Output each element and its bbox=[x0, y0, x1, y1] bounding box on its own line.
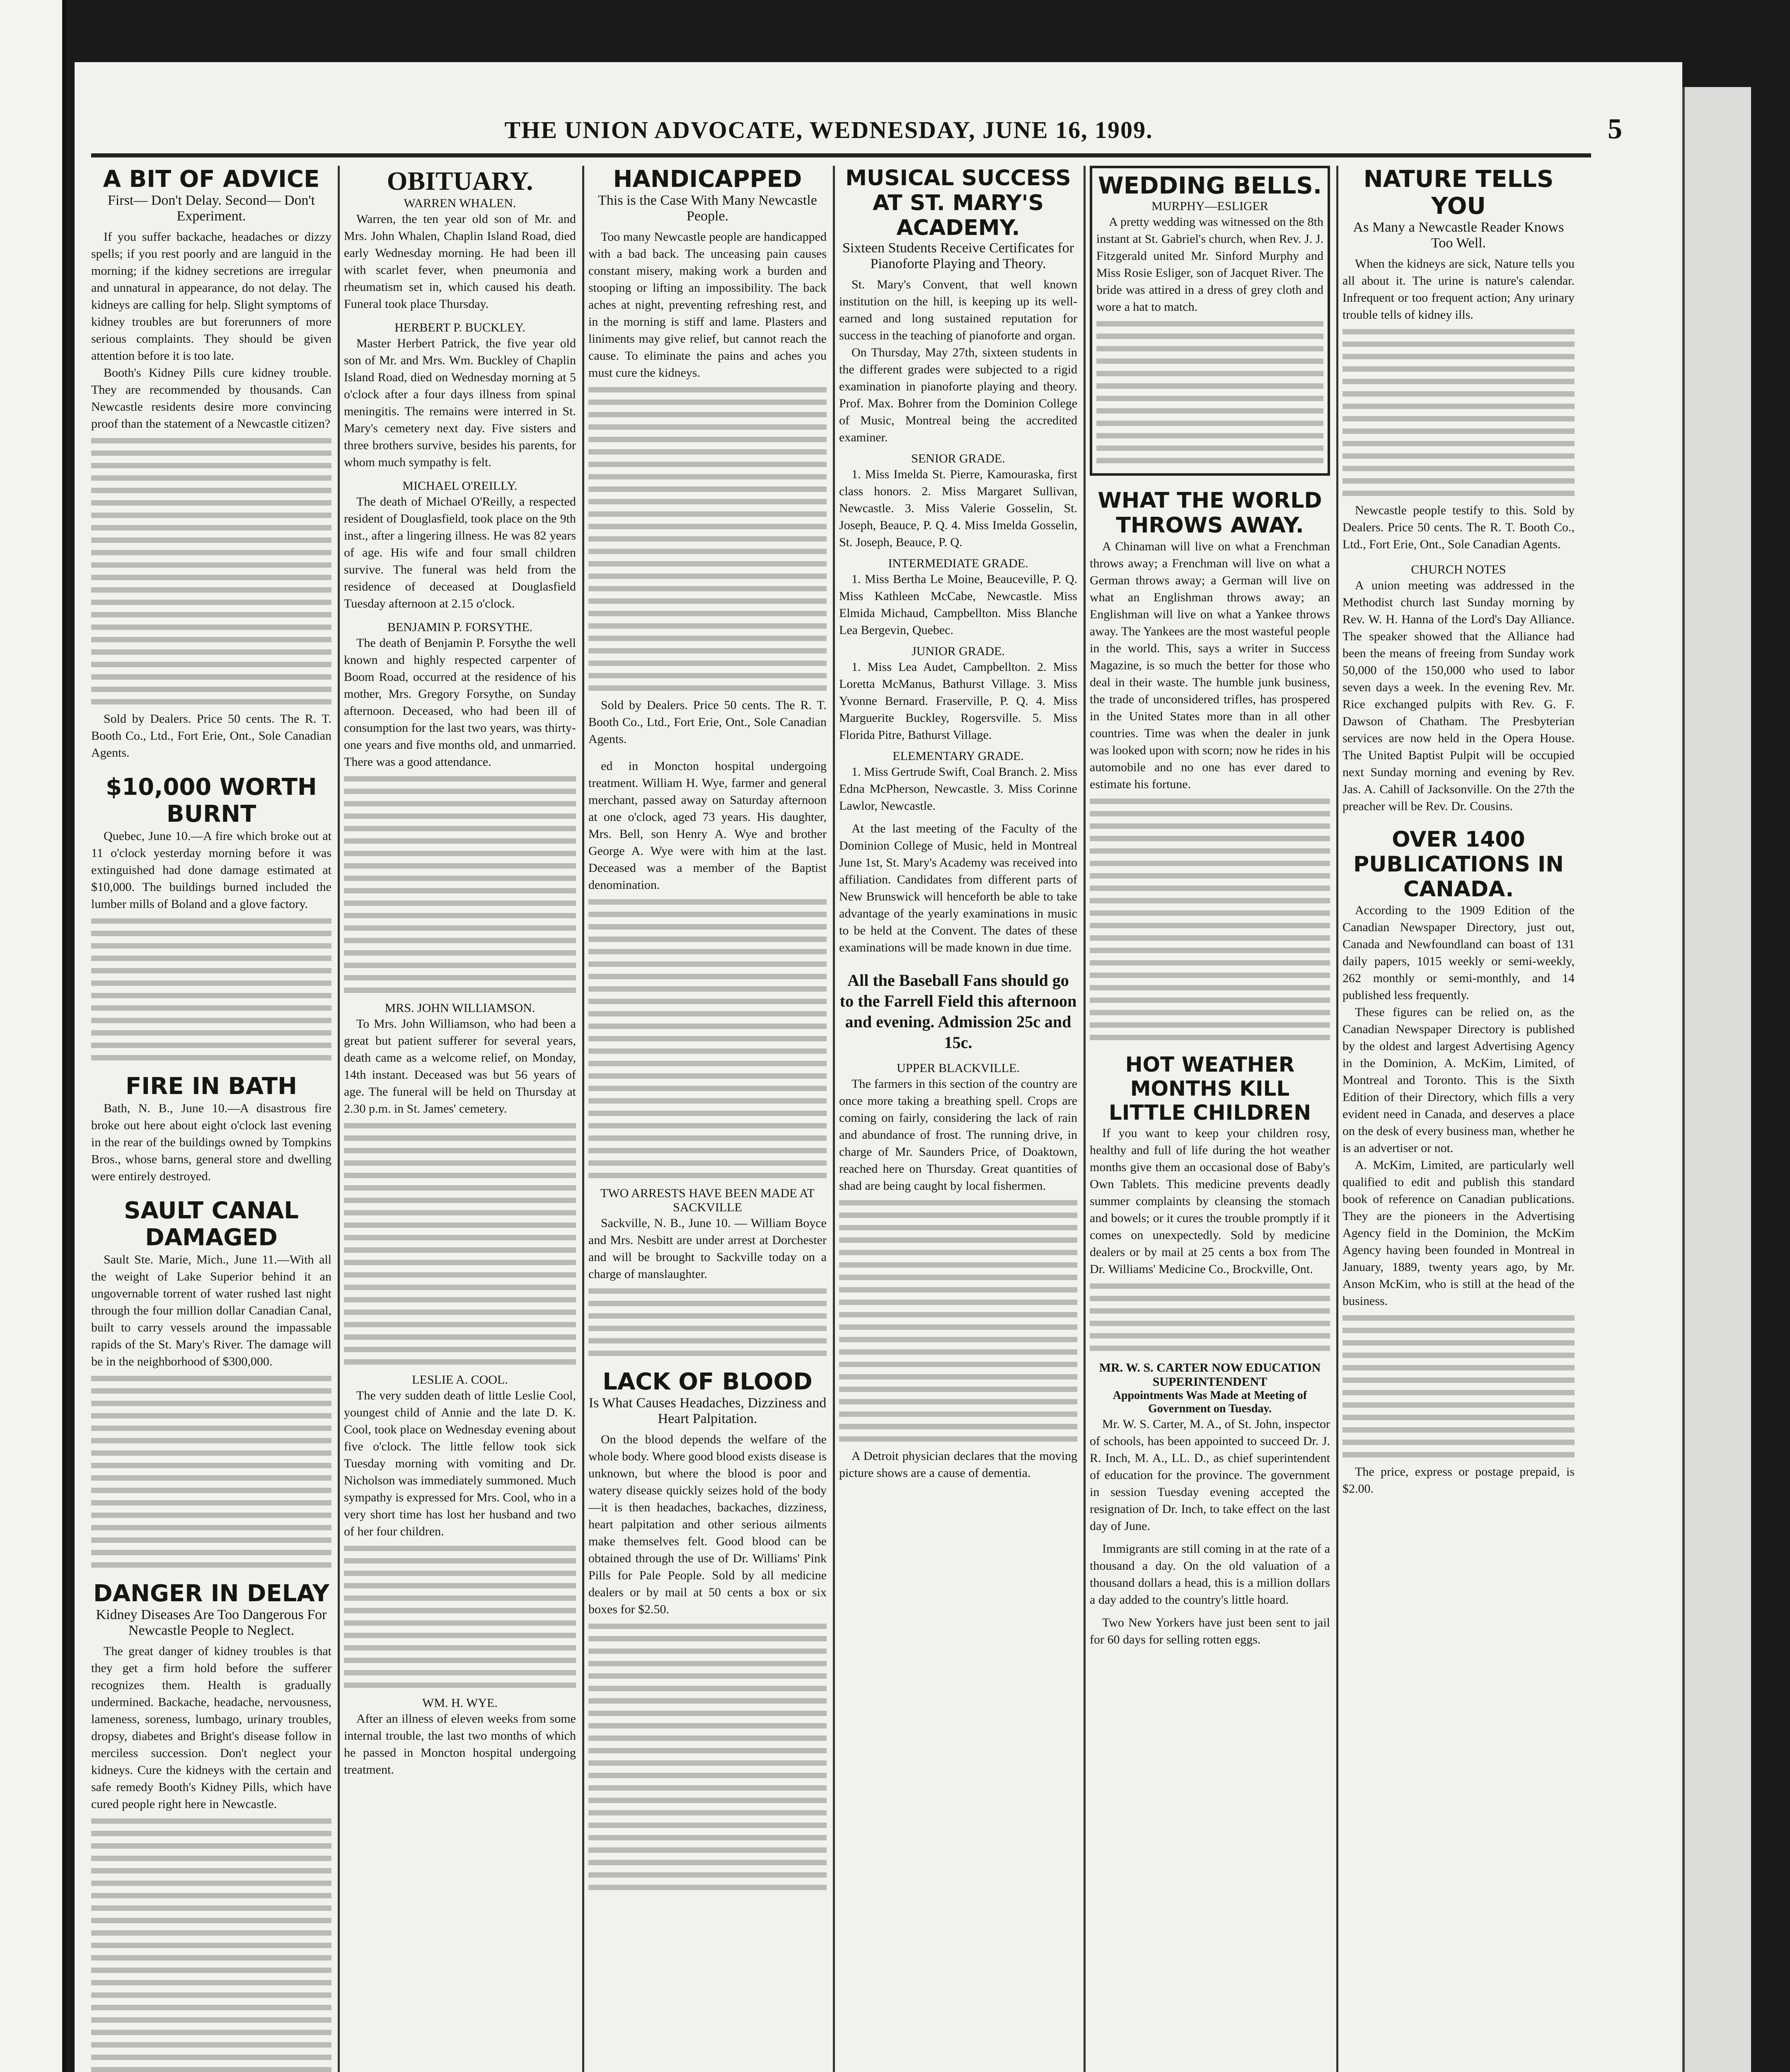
article-text: According to the 1909 Edition of the Canadian Newspaper Directory, just out, Canada and Newfoundland can boast of 131 daily papers, 1015 weekly or semi-weekly, 262 monthly or semi-monthly, and 14 published less frequently. bbox=[1342, 903, 1575, 1002]
subhead-danger: Kidney Diseases Are Too Dangerous For Newcastle People to Neglect. bbox=[96, 1607, 327, 1638]
article-text: To Mrs. John Williamson, who had been a great but patient sufferer for several years, death came as a welcome relief, on Monday, 14th instant. Deceased was but 56 years of age. The funeral will be held on Thursday at 2.30 p.m. in St. James' cemetery. bbox=[344, 1017, 576, 1116]
article-text: Too many Newcastle people are handicapped with a bad back. The unceasing pain causes constant misery, making work a burden and stooping or lifting an impossibility. The back aches at night, preventing refreshing rest, and in the morning is stiff and lame. Plasters and liniments may give relief, but cannot reach the cause. To eliminate the pains and aches you must cure the kidneys. bbox=[588, 230, 827, 380]
column-rule bbox=[338, 166, 340, 2072]
baseball-notice: All the Baseball Fans should go to the Farrell Field this afternoon and evening. Admission 25c and 15c. bbox=[839, 971, 1077, 1052]
headline-nature: NATURE TELLS YOU bbox=[1363, 166, 1554, 220]
article-text: The very sudden death of little Leslie Cool, youngest child of Annie and the late D. K. Cool, took place on Wednesday evening about five o'clock. The little fellow took sick Tuesday morning with vomiting and Dr. Nicholson was immediately summoned. Much sympathy is expressed for Mrs. Cool, who in a very short time has lost her husband and two of her four children. bbox=[344, 1389, 576, 1538]
masthead-rule bbox=[91, 153, 1591, 157]
article-text: The great danger of kidney troubles is that they get a firm hold before the sufferer recognizes them. Health is gradually undermined. Backache, headache, nervousness, lameness, soreness, lumbago, urinary troubles, dropsy, diabetes and Bright's disease follow in merciless succession. Don't neglect your kidneys. Cure the kidneys with the certain and safe remedy Booth's Kidney Pills, which have cured people right here in Newcastle. bbox=[91, 1644, 331, 1811]
text-lines bbox=[344, 776, 576, 993]
masthead-title: THE UNION ADVOCATE, WEDNESDAY, JUNE 16, 1909. bbox=[504, 116, 1153, 143]
grade-list: 1. Miss Lea Audet, Campbellton. 2. Miss Loretta McManus, Bathurst Village. 3. Miss Yvonne Bernard. Fraserville, P. Q. 4. Miss Marguerite Buckley, Rogersville. 5. Miss Florida Pitre, Bathurst Village. bbox=[839, 660, 1077, 742]
article-text: Immigrants are still coming in at the rate of a thousand a day. On the old valuation of a thousand dollars a head, this is a million dollars a day added to the country's little hoard. bbox=[1090, 1542, 1330, 1607]
column-2 bbox=[344, 166, 576, 2072]
grade-heading: ELEMENTARY GRADE. bbox=[893, 749, 1024, 763]
grade-heading: SENIOR GRADE. bbox=[911, 452, 1005, 465]
article-text: Newcastle people testify to this. Sold by Dealers. Price 50 cents. The R. T. Booth Co., Ltd., Fort Erie, Ont., Sole Canadian Agents. bbox=[1342, 503, 1575, 551]
subhead-handicapped: This is the Case With Many Newcastle People. bbox=[598, 193, 817, 224]
article-text: If you want to keep your children rosy, healthy and full of life during the hot weather months give them an occasional dose of Baby's Own Tablets. This medicine prevents deadly summer complaints by cleansing the stomach and bowels; or it cures the trouble promptly if it comes on unexpectedly. Sold by medicine dealers or by mail at 25 cents a box from The Dr. Williams' Medicine Co., Brockville, Ont. bbox=[1090, 1126, 1330, 1276]
article-text: A pretty wedding was witnessed on the 8th instant at St. Gabriel's church, when Rev. J. J. Fitzgerald united Mr. Sinford Murphy and Miss Rosie Esliger, son of Jacquet River. The bride was attired in a dress of grey cloth and wore a hat to match. bbox=[1096, 215, 1323, 314]
article-text: Sold by Dealers. Price 50 cents. The R. T. Booth Co., Ltd., Fort Erie, Ont., Sole Canadian Agents. bbox=[588, 698, 827, 746]
text-lines bbox=[839, 1200, 1077, 1442]
article-text: At the last meeting of the Faculty of the Dominion College of Music, held in Montreal June 1st, St. Mary's Academy was received into affiliation. Candidates from different parts of New Brunswick will henceforth be able to take advantage of the yearly examinations in music to be held at the Convent. The dates of these examinations will be made known in due time. bbox=[839, 822, 1077, 954]
article-text: A Detroit physician declares that the moving picture shows are a cause of dementia. bbox=[839, 1449, 1077, 1480]
column-rule bbox=[833, 166, 835, 2072]
article-text: The price, express or postage prepaid, is $2.00. bbox=[1342, 1465, 1575, 1496]
text-lines bbox=[91, 1818, 331, 2072]
text-lines bbox=[91, 438, 331, 704]
headline-blackville: UPPER BLACKVILLE. bbox=[897, 1061, 1020, 1075]
subhead-advice: First— Don't Delay. Second— Don't Experiment. bbox=[107, 193, 315, 224]
article-text: On the blood depends the welfare of the whole body. Where good blood exists disease is unknown, but where the blood is poor and watery disease quickly seizes hold of the body—it is then headaches, backaches, dizziness, heart palpitation and other serious ailments make themselves felt. Good blood can be obtained through the use of Dr. Williams' Pink Pills for Pale People. Sold by all medicine dealers or by mail at 50 cents a box or six boxes for $2.50. bbox=[588, 1433, 827, 1616]
wedding-box bbox=[1090, 166, 1330, 476]
article-text: Master Herbert Patrick, the five year old son of Mr. and Mrs. Wm. Buckley of Chaplin Island Road, died on Wednesday morning at 5 o'clock after a four days illness from spinal meningitis. The remains were interred in St. Mary's cemetery next day. Five sisters and three brothers survive, besides his parents, for whom much sympathy is felt. bbox=[344, 336, 576, 469]
text-lines bbox=[344, 1546, 576, 1688]
article-text: The death of Benjamin P. Forsythe the well known and highly respected carpenter of Boom Road, occurred at the residence of his mother, Mrs. Gregory Forsythe, on Sunday afternoon. Deceased, who had been ill of consumption for the last two years, was thirty-one years and five months old, and unmarried. There was a good attendance. bbox=[344, 636, 576, 769]
article-text: Two New Yorkers have just been sent to jail for 60 days for selling rotten eggs. bbox=[1090, 1616, 1330, 1646]
adjacent-page-right bbox=[1682, 87, 1751, 2072]
column-rule bbox=[582, 166, 584, 2072]
grade-list: 1. Miss Imelda St. Pierre, Kamouraska, first class honors. 2. Miss Margaret Sullivan, Newcastle. 3. Miss Valerie Gosselin, St. Joseph, Beauce, P. Q. 4. Miss Imelda Gosselin, St. Joseph, Beauce, P. Q. bbox=[839, 467, 1077, 549]
headline-hot-weather: HOT WEATHER MONTHS KILL LITTLE CHILDREN bbox=[1108, 1053, 1311, 1125]
article-text: A Chinaman will live on what a Frenchman throws away; a Frenchman will live on what a German throws away; a German will live on what an Englishman throws away; an Englishman will live on what a Yankee throws away. The Yankees are the most wasteful people in the world. This, says a writer in Success Magazine, is so much the better for those who deal in their waste. The humble junk business, the trade of unconsidered trifles, has prospered in the United States more than in all other countries. Time was when the dealer in junk was looked upon with scorn; now he rides in his automobile and no one has ever dared to estimate his fortune. bbox=[1090, 540, 1330, 791]
column-rule bbox=[1336, 166, 1338, 2072]
obit-name: BENJAMIN P. FORSYTHE. bbox=[387, 620, 533, 634]
headline-fire: FIRE IN BATH bbox=[126, 1073, 297, 1100]
column-rule bbox=[1084, 166, 1086, 2072]
article-text: The death of Michael O'Reilly, a respected resident of Douglasfield, took place on the 9th inst., after a lingering illness. He was 82 years of age. His wife and four small children survive. The funeral was held from the residence of deceased at Douglasfield Tuesday afternoon at 2.15 o'clock. bbox=[344, 495, 576, 610]
text-lines bbox=[1096, 321, 1323, 463]
subhead-carter: Appointments Was Made at Meeting of Government on Tuesday. bbox=[1113, 1389, 1307, 1415]
column-3 bbox=[588, 166, 827, 2072]
newspaper-page bbox=[75, 62, 1682, 2072]
article-text: Warren, the ten year old son of Mr. and Mrs. John Whalen, Chaplin Island Road, died early Wednesday morning. He had been ill with scarlet fever, when pneumonia and rheumatism set in, which caused his death. Funeral took place Thursday. bbox=[344, 212, 576, 311]
obit-name: MRS. JOHN WILLIAMSON. bbox=[385, 1001, 535, 1015]
article-text: Quebec, June 10.—A fire which broke out at 11 o'clock yesterday morning before it was extinguished had done damage estimated at $10,000. The buildings burned included the lumber mills of Boland and a glove factory. bbox=[91, 829, 331, 911]
column-1 bbox=[91, 166, 331, 2072]
text-lines bbox=[91, 918, 331, 1060]
text-lines bbox=[91, 1376, 331, 1568]
obit-name: HERBERT P. BUCKLEY. bbox=[394, 321, 525, 334]
headline-carter: MR. W. S. CARTER NOW EDUCATION SUPERINTENDENT bbox=[1099, 1361, 1321, 1389]
obit-name: WARREN WHALEN. bbox=[404, 196, 516, 210]
subhead-nature: As Many a Newcastle Reader Knows Too Well. bbox=[1353, 220, 1564, 251]
column-4 bbox=[839, 166, 1077, 2072]
headline-wedding: WEDDING BELLS. bbox=[1098, 172, 1322, 199]
headline-burnt: $10,000 WORTH BURNT bbox=[106, 774, 317, 828]
headline-music: MUSICAL SUCCESS AT ST. MARY'S ACADEMY. bbox=[845, 166, 1071, 240]
headline-danger: DANGER IN DELAY bbox=[93, 1580, 329, 1607]
text-lines bbox=[1090, 1283, 1330, 1351]
column-5 bbox=[1090, 166, 1330, 2072]
article-text: Bath, N. B., June 10.—A disastrous fire broke out here about eight o'clock last evening in the rear of the buildings owned by Tompkins Bros., whose barns, general store and dwelling were entirely destroyed. bbox=[91, 1101, 331, 1183]
adjacent-page-edge bbox=[0, 0, 66, 2072]
subhead-music: Sixteen Students Receive Certificates for Pianoforte Playing and Theory. bbox=[842, 240, 1074, 271]
article-text: On Thursday, May 27th, sixteen students in the different grades were subjected to a rigid examination in pianoforte playing and theory. Prof. Max. Bohrer from the Dominion College of Music, Montreal being the accredited examiner. bbox=[839, 346, 1077, 444]
subhead-blood: Is What Causes Headaches, Dizziness and Heart Palpitation. bbox=[588, 1395, 827, 1426]
wedding-name: MURPHY—ESLIGER bbox=[1151, 199, 1268, 213]
headline-handicapped: HANDICAPPED bbox=[613, 166, 802, 193]
grade-heading: INTERMEDIATE GRADE. bbox=[888, 557, 1028, 570]
article-text: Sold by Dealers. Price 50 cents. The R. T. Booth Co., Ltd., Fort Erie, Ont., Sole Canadian Agents. bbox=[91, 712, 331, 760]
page-number: 5 bbox=[1608, 113, 1622, 145]
text-lines bbox=[344, 1123, 576, 1365]
article-text: Booth's Kidney Pills cure kidney trouble. They are recommended by thousands. Can Newcastle residents desire more convincing proof than the statement of a Newcastle citizen? bbox=[91, 366, 331, 431]
text-lines bbox=[588, 899, 827, 1178]
grade-list: 1. Miss Gertrude Swift, Coal Branch. 2. Miss Edna McPherson, Newcastle. 3. Miss Corinne Lawlor, Newcastle. bbox=[839, 765, 1077, 813]
headline-world: WHAT THE WORLD THROWS AWAY. bbox=[1098, 488, 1322, 538]
text-lines bbox=[1090, 799, 1330, 1040]
article-text: These figures can be relied on, as the Canadian Newspaper Directory is published by the oldest and largest Advertising Agency in the Dominion, A. McKim, Limited, of Montreal and Toronto. This is the Sixth Edition of their Directory, which fills a very evident need in Canada, and deserves a place on the desk of every business man, whether he is an advertiser or not. bbox=[1342, 1005, 1575, 1155]
article-text: The farmers in this section of the country are once more taking a breathing spell. Crops are coming on fairly, considering the lack of rain and abundance of frost. The running drive, in charge of Mr. Saunders Price, of Doaktown, reached here on Thursday. Great quantities of shad are being caught by local fishermen. bbox=[839, 1077, 1077, 1193]
headline-canal: SAULT CANAL DAMAGED bbox=[124, 1197, 299, 1251]
text-lines bbox=[588, 387, 827, 691]
grade-heading: JUNIOR GRADE. bbox=[912, 644, 1005, 658]
text-lines bbox=[1342, 1315, 1575, 1457]
article-text: After an illness of eleven weeks from some internal trouble, the last two months of which he passed in Moncton hospital undergoing treatment. bbox=[344, 1712, 576, 1777]
text-lines bbox=[1342, 329, 1575, 496]
headline-church: CHURCH NOTES bbox=[1411, 563, 1506, 576]
grade-list: 1. Miss Bertha Le Moine, Beauceville, P. Q. Miss Kathleen McCabe, Newcastle. Miss Elmida Michaud, Campbellton. Miss Blanche Lea Bergevin, Quebec. bbox=[839, 572, 1077, 637]
article-text: If you suffer backache, headaches or dizzy spells; if you rest poorly and are languid in the morning; if the kidney secretions are irregular and unnatural in appearance, do not delay. The kidneys are calling for help. Slight symptoms of kidney troubles are but forerunners of more serious complaints. They should be given attention before it is too late. bbox=[91, 230, 331, 363]
text-lines bbox=[588, 1624, 827, 1890]
column-6 bbox=[1342, 166, 1575, 2072]
article-text: Mr. W. S. Carter, M. A., of St. John, inspector of schools, has been appointed to succeed Dr. J. R. Inch, M. A., LL. D., as chief superintendent of education for the province. The government in session Tuesday evening accepted the resignation of Dr. Inch, to take effect on the last day of June. bbox=[1090, 1417, 1330, 1533]
headline-obituary: OBITUARY. bbox=[387, 166, 533, 196]
headline-blood: LACK OF BLOOD bbox=[602, 1368, 813, 1395]
article-text: Sault Ste. Marie, Mich., June 11.—With all the weight of Lake Superior behind it an ungovernable torrent of water rushed last night through the four million dollar Canadian Canal, built to carry vessels around the impassable rapids of the St. Mary's River. The damage will be in the neighborhood of $300,000. bbox=[91, 1253, 331, 1368]
article-text: A. McKim, Limited, are particularly well qualified to edit and publish this standard book of reference on Canadian publications. They are the pioneers in the Advertising Agency field in the Dominion, the McKim Agency having been founded in Montreal in January, 1889, twenty years ago, by Mr. Anson McKim, who is still at the head of the business. bbox=[1342, 1158, 1575, 1308]
obit-name: WM. H. WYE. bbox=[422, 1696, 498, 1710]
article-text: St. Mary's Convent, that well known institution on the hill, is keeping up its well-earned and long sustained reputation for success in the teaching of pianoforte and organ. bbox=[839, 278, 1077, 342]
article-text: A union meeting was addressed in the Methodist church last Sunday morning by Rev. W. H. Hanna of the Lord's Day Alliance. The speaker showed that the Alliance had been the means of freeing from Sunday work 50,000 of the 150,000 who used to labor seven days a week. In the evening Rev. Mr. Rice exchanged pulpits with Rev. G. F. Dawson of Chatham. The Presbyterian services are now held in the Opera House. The United Baptist Pulpit will be occupied next Sunday morning and evening by Rev. Jas. A. Cahill of Jacksonville. On the 27th the preacher will be Rev. Dr. Cousins. bbox=[1342, 579, 1575, 813]
headline-advice: A BIT OF ADVICE bbox=[103, 166, 320, 193]
text-lines bbox=[588, 1288, 827, 1356]
article-text: Sackville, N. B., June 10. — William Boyce and Mrs. Nesbitt are under arrest at Dorchester and will be brought to Sackville today on a charge of manslaughter. bbox=[588, 1216, 827, 1281]
obit-name: MICHAEL O'REILLY. bbox=[402, 479, 518, 493]
article-text: When the kidneys are sick, Nature tells you all about it. The urine is nature's calendar. Infrequent or too frequent action; Any urinary trouble tells of kidney ills. bbox=[1342, 257, 1575, 322]
subhead-sackville: TWO ARRESTS HAVE BEEN MADE AT SACKVILLE bbox=[600, 1186, 815, 1214]
article-text: ed in Moncton hospital undergoing treatment. William H. Wye, farmer and general merchant, passed away on Saturday afternoon at one o'clock, aged 73 years. His daughter, Mrs. Bell, son Henry A. Wye and brother George A. Wye were with him at the last. Deceased was a member of the Baptist denomination. bbox=[588, 759, 827, 892]
headline-publications: OVER 1400 PUBLICATIONS IN CANADA. bbox=[1353, 827, 1564, 902]
obit-name: LESLIE A. COOL. bbox=[412, 1373, 508, 1387]
